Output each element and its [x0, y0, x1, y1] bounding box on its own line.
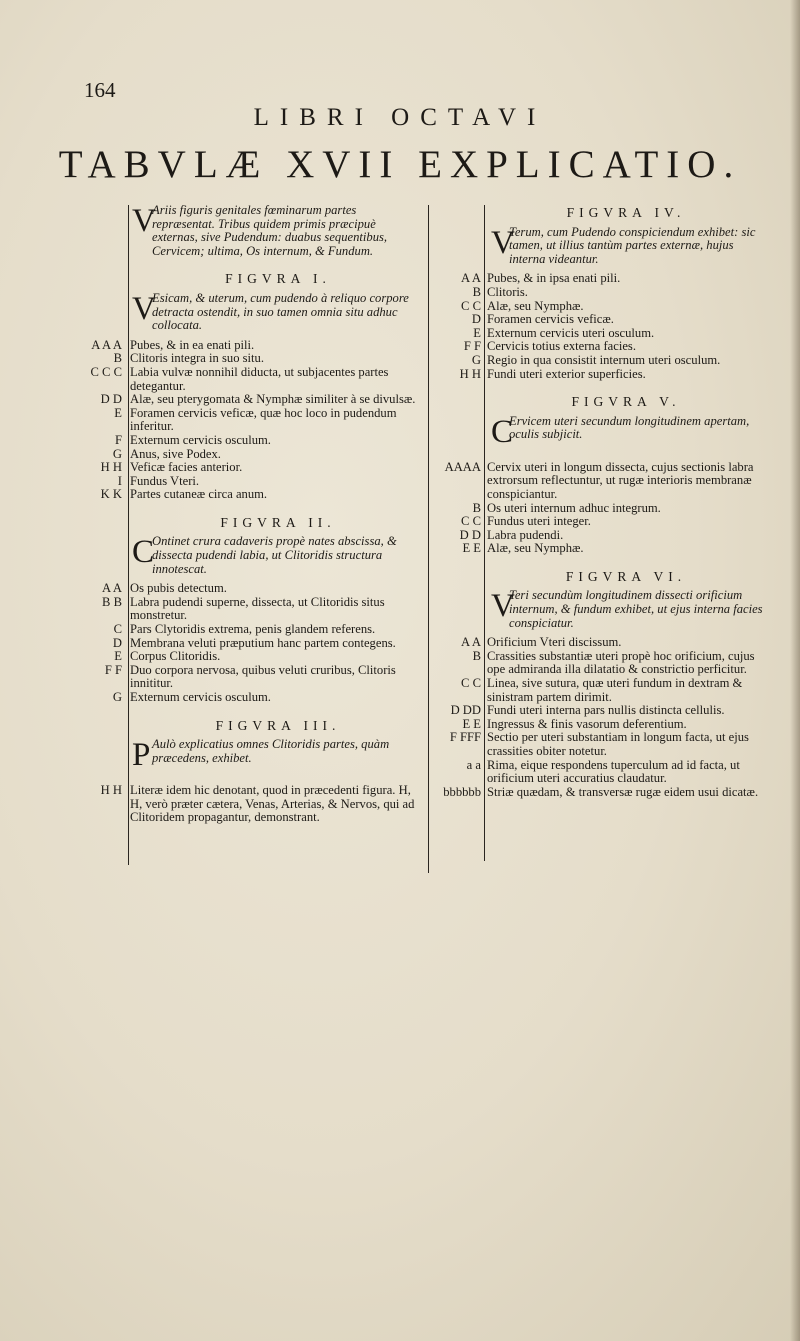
figure-heading: FIGVRA V. — [571, 394, 681, 410]
entry-text: Foramen cervicis veficæ. — [487, 312, 614, 327]
right-column — [433, 198, 769, 799]
entry-label: D DD — [450, 703, 481, 718]
entry-text: Corpus Clitoridis. — [130, 649, 221, 664]
entry-text: Labra pudendi. — [487, 527, 564, 542]
legend-entry — [433, 542, 769, 556]
entry-label: bbbbbb — [443, 784, 481, 799]
entry-label: C C — [461, 514, 481, 529]
entry-label: K K — [100, 487, 122, 502]
entry-label: A A — [102, 581, 122, 596]
entry-text: Literæ idem hic denotant, quod in præcedenti figura. H, H, verò præter cætera, Venas, Arterias, & Nervos, qui ad Clitoridem propagantur, demonstrant. — [130, 783, 415, 825]
entry-text: Duo corpora nervosa, quibus veluti cruribus, Clitoris innititur. — [130, 662, 396, 691]
legend-entry — [88, 650, 428, 664]
intro-text: Ariis figuris genitales fœminarum partes repræsentat. Tribus quidem primis præcipuè externas, sive Pudendum: duabus sequentibus, Cervicem; ultima, Os internum, & Fundum. — [152, 203, 388, 258]
legend-entry — [433, 354, 769, 368]
entry-label: I — [117, 473, 122, 488]
entry-text: Externum cervicis osculum. — [130, 690, 271, 704]
entry-label: A A — [461, 635, 481, 650]
entry-label: G — [112, 690, 122, 704]
legend-entry — [88, 339, 428, 353]
legend-entry — [433, 529, 769, 543]
entry-text: Membrana veluti præputium hanc partem contegens. — [130, 635, 396, 650]
entry-text: Pubes, & in ea enati pili. — [130, 337, 255, 352]
legend-entry — [433, 286, 769, 300]
figure-heading: FIGVRA IV. — [566, 205, 686, 220]
legend-entry — [433, 677, 769, 704]
entry-text: Labia vulvæ nonnihil diducta, ut subjacentes partes detegantur. — [130, 364, 389, 393]
figure-intro-text: Ervicem uteri secundum longitudinem apertam, oculis subjicit. — [509, 413, 750, 442]
legend-entry — [88, 475, 428, 489]
entry-text: Ingressus & finis vasorum deferentium. — [487, 716, 687, 731]
running-title: LIBRI OCTAVI — [253, 104, 547, 131]
entry-text: Fundus uteri integer. — [487, 514, 591, 529]
legend-entry — [88, 691, 428, 705]
figure-heading: FIGVRA II. — [220, 514, 336, 530]
figure-heading: FIGVRA VI. — [565, 568, 687, 584]
entry-label: C C C — [90, 364, 122, 379]
general-intro — [88, 204, 428, 258]
entry-label: B — [472, 500, 481, 515]
legend-entry — [433, 636, 769, 650]
figure-intro-text: Teri secundùm longitudinem dissecti orificium internum, & fundum exhibet, ut ejus interna facies conspiciatur. — [509, 588, 763, 630]
entry-label: B — [113, 351, 122, 366]
entry-text: Anus, sive Podex. — [130, 446, 221, 461]
figure-heading: FIGVRA III. — [215, 717, 341, 733]
entry-label: F FFF — [449, 730, 481, 745]
entry-label: B B — [102, 594, 122, 609]
entry-label: D — [471, 312, 481, 327]
legend-entry — [433, 515, 769, 529]
entry-text: Alæ, seu Nymphæ. — [487, 298, 584, 313]
entry-label: E — [473, 325, 481, 340]
legend-entry — [88, 448, 428, 462]
legend-entry — [88, 784, 428, 825]
entry-text: Veficæ facies anterior. — [130, 460, 243, 475]
entry-label: E E — [462, 716, 481, 731]
column-divider-rule — [428, 205, 429, 873]
figure-intro — [88, 738, 428, 778]
entry-text: Foramen cervicis veficæ, quæ hoc loco in pudendum inferitur. — [130, 405, 397, 434]
legend-entry — [433, 502, 769, 516]
entry-text: Pubes, & in ipsa enati pili. — [487, 271, 621, 286]
entry-text: Os uteri internum adhuc integrum. — [487, 500, 661, 515]
page-edge-shadow — [790, 0, 800, 1341]
figure-intro-text: Ontinet crura cadaveris propè nates abscissa, & dissecta pudendi labia, ut Clitoridis structura innotescat. — [152, 534, 397, 576]
entry-text: Crassities substantiæ uteri propè hoc orificium, cujus ope admiranda illa dilatatio & constrictio perficitur. — [487, 648, 755, 677]
entry-text: Fundi uteri exterior superficies. — [487, 366, 646, 381]
legend-entry — [433, 718, 769, 732]
entry-text: Alæ, seu Nymphæ. — [487, 541, 584, 556]
legend-entry — [88, 407, 428, 434]
legend-entry — [433, 327, 769, 341]
entry-text: Clitoris integra in suo situ. — [130, 351, 264, 366]
drop-cap: C — [491, 413, 514, 450]
legend-entry — [433, 461, 769, 502]
drop-cap: V — [491, 224, 515, 261]
legend-entry — [88, 488, 428, 502]
entry-label: D — [112, 635, 122, 650]
entry-label: F — [114, 432, 122, 447]
entry-label: A A — [461, 271, 481, 286]
entry-text: Externum cervicis osculum. — [130, 432, 271, 447]
entry-text: Linea, sive sutura, quæ uteri fundum in dextram & sinistram partem dirimit. — [487, 676, 743, 704]
entry-label: AAAA — [444, 459, 481, 474]
entry-text: Regio in qua consistit internum uteri osculum. — [487, 352, 721, 367]
legend-entry — [433, 704, 769, 718]
left-column — [88, 198, 428, 825]
legend-entry — [88, 366, 428, 393]
legend-entry — [88, 352, 428, 366]
entry-text: Labra pudendi superne, dissecta, ut Clitoridis situs monstretur. — [130, 594, 385, 623]
figure-intro-text: Terum, cum Pudendo conspiciendum exhibet: sic tamen, ut illius tantùm partes externæ, hujus interna videantur. — [509, 224, 756, 266]
entry-text: Pars Clytoridis extrema, penis glandem referens. — [130, 622, 376, 637]
entry-text: Orificium Vteri discissum. — [487, 635, 622, 650]
entry-label: H H — [100, 460, 122, 475]
figure-intro-text: Esicam, & uterum, cum pudendo à reliquo corpore detracta ostendit, in suo tamen omnia situ adhuc collocata. — [152, 290, 409, 333]
entry-label: F F — [104, 662, 122, 677]
legend-entry — [88, 393, 428, 407]
legend-entry — [88, 623, 428, 637]
entry-label: C — [113, 622, 122, 637]
entry-text: Fundus Vteri. — [130, 473, 200, 488]
legend-entry — [88, 582, 428, 596]
figure-intro-text: Aulò explicatius omnes Clitoridis partes, quàm præcedens, exhibet. — [152, 737, 390, 765]
figure-intro — [433, 415, 769, 455]
drop-cap: C — [132, 534, 155, 571]
drop-cap: V — [132, 203, 156, 239]
entry-text: Fundi uteri interna pars nullis distincta cellulis. — [487, 703, 725, 718]
entry-label: C C — [461, 676, 481, 691]
legend-entry — [88, 664, 428, 691]
legend-entry — [433, 786, 769, 800]
legend-entry — [433, 272, 769, 286]
entry-label: G — [471, 352, 481, 367]
entry-label: H H — [459, 366, 481, 381]
entry-text: Os pubis detectum. — [130, 581, 227, 596]
page-number: 164 — [84, 78, 116, 102]
entry-label: G — [112, 446, 122, 461]
legend-entry — [88, 637, 428, 651]
drop-cap: V — [491, 588, 515, 625]
entry-text: Cervix uteri in longum dissecta, cujus sectionis labra extrorsum reflectuntur, ut rugæ interioris membranæ conspiciantur. — [487, 459, 754, 501]
legend-entry — [88, 461, 428, 475]
legend-entry — [433, 650, 769, 677]
legend-entry — [433, 313, 769, 327]
entry-label: B — [472, 648, 481, 663]
entry-text: Clitoris. — [487, 284, 528, 299]
drop-cap: P — [132, 737, 151, 774]
entry-text: Partes cutaneæ circa anum. — [130, 487, 268, 502]
entry-label: H H — [100, 783, 122, 798]
entry-label: E — [114, 405, 122, 420]
entry-label: a a — [466, 757, 481, 772]
entry-label: B — [472, 284, 481, 299]
entry-label: D D — [459, 527, 481, 542]
legend-entry — [433, 731, 769, 758]
entry-text: Rima, eique respondens tuperculum ad id facta, ut orificium uteri accuratius claudatur. — [487, 757, 740, 786]
legend-entry — [433, 368, 769, 382]
entry-label: F F — [463, 339, 481, 354]
figure-intro — [433, 226, 769, 267]
entry-text: Cervicis totius externa facies. — [487, 339, 636, 354]
entry-text: Striæ quædam, & transversæ rugæ eidem usui dicatæ. — [487, 784, 759, 799]
figure-intro — [433, 589, 769, 630]
legend-entry — [88, 434, 428, 448]
legend-entry — [433, 759, 769, 786]
main-title: TABVLÆ XVII EXPLICATIO. — [58, 143, 742, 186]
entry-label: D D — [100, 392, 122, 407]
entry-label: C C — [461, 298, 481, 313]
legend-entry — [433, 340, 769, 354]
entry-text: Externum cervicis uteri osculum. — [487, 325, 655, 340]
entry-text: Alæ, seu pterygomata & Nymphæ similiter à se divulsæ. — [130, 392, 416, 407]
entry-text: Sectio per uteri substantiam in longum facta, ut ejus crassities obiter notetur. — [487, 730, 749, 758]
legend-entry — [88, 596, 428, 623]
entry-label: E E — [462, 541, 481, 556]
drop-cap: V — [132, 290, 156, 327]
figure-intro — [88, 535, 428, 576]
entry-label: E — [114, 649, 122, 664]
entry-label: A A A — [91, 337, 122, 352]
legend-entry — [433, 300, 769, 314]
figure-intro — [88, 292, 428, 333]
figure-heading: FIGVRA I. — [225, 271, 331, 287]
